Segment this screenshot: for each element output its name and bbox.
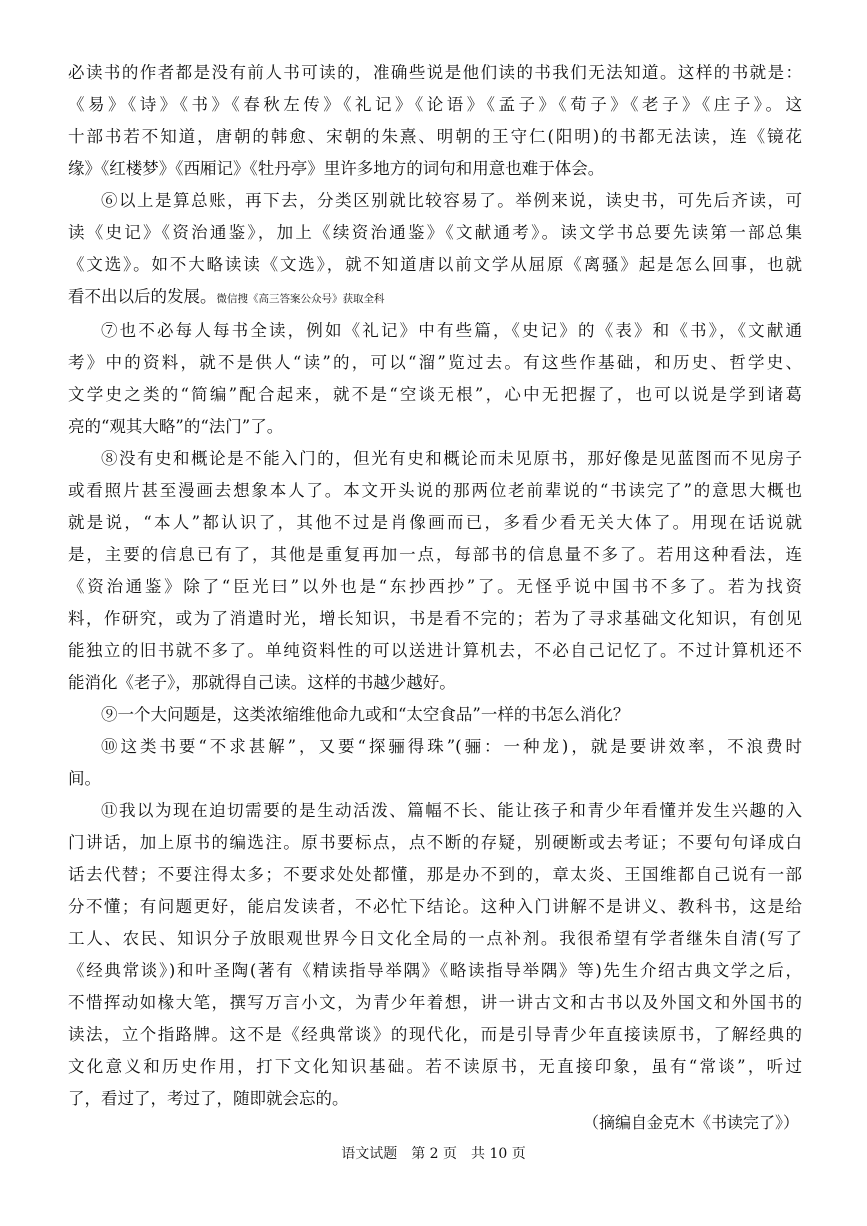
text-line: 门讲话，加上原书的编选注。原书要标点，点不断的存疑，别硬断或去考证；不要句句译成白 <box>68 833 802 852</box>
text-line: 《资治通鉴》除了“臣光曰”以外也是“东抄西抄”了。无怪乎说中国书不多了。若为找资 <box>68 577 802 596</box>
text-line: 工人、农民、知识分子放眼观世界今日文化全局的一点补剂。我很希望有学者继朱自清(写了 <box>68 929 802 948</box>
text-line: 是，主要的信息已有了，其他是重复再加一点，每部书的信息量不多了。若用这种看法，连 <box>68 545 802 564</box>
text-line: 了，看过了，考过了，随即就会忘的。 <box>68 1089 349 1108</box>
source-citation: （摘编自金克木《书读完了》） <box>582 1113 799 1132</box>
text-line: 《经典常谈》)和叶圣陶(著有《精读指导举隅》《略读指导举隅》等)先生介绍古典文学之后， <box>68 961 802 980</box>
text-line: 文学史之类的“简编”配合起来，就不是“空谈无根”，心中无把握了，也可以说是学到诸葛 <box>68 385 802 404</box>
text-line: 《易》《诗》《书》《春秋左传》《礼记》《论语》《孟子》《荀子》《老子》《庄子》。这 <box>68 95 802 114</box>
text-line: 不惜挥动如椽大笔，撰写万言小文，为青少年着想，讲一讲古文和古书以及外国文和外国书的 <box>68 993 802 1012</box>
text-line: 读法，立个指路牌。这不是《经典常谈》的现代化，而是引导青少年直接读原书，了解经典的 <box>68 1025 802 1044</box>
text-fragment: 看不出以后的发展。 <box>68 287 217 306</box>
text-line: 《文选》。如不大略读读《文选》，就不知道唐以前文学从屈原《离骚》起是怎么回事，也就 <box>68 255 802 274</box>
text-line: 必读书的作者都是没有前人书可读的，准确些说是他们读的书我们无法知道。这样的书就是： <box>68 63 802 82</box>
text-line: 分不懂；有问题更好，能启发读者，不必忙下结论。这种入门讲解不是讲义、教科书，这是给 <box>68 897 802 916</box>
paragraph-8-line: ⑧没有史和概论是不能入门的，但光有史和概论而未见原书，那好像是见蓝图而不见房子 <box>101 449 802 468</box>
inline-note: 微信搜《高三答案公众号》获取全科 <box>216 293 385 305</box>
text-line: 读《史记》《资治通鉴》，加上《续资治通鉴》《文献通考》。读文学书总要先读第一部总集 <box>68 223 802 242</box>
text-line: 或看照片甚至漫画去想象本人了。本文开头说的那两位老前辈说的“书读完了”的意思大概也 <box>68 481 802 500</box>
paragraph-11-line: ⑪我以为现在迫切需要的是生动活泼、篇幅不长、能让孩子和青少年看懂并发生兴趣的入 <box>101 801 802 820</box>
text-line: 间。 <box>68 769 101 788</box>
paragraph-6-line: ⑥以上是算总账，再下去，分类区别就比较容易了。举例来说，读史书，可先后齐读，可 <box>101 191 802 210</box>
text-line <box>68 287 802 309</box>
text-line: 能独立的旧书就不多了。单纯资料性的可以送进计算机去，不必自己记忆了。不过计算机还不 <box>68 641 802 660</box>
text-line: 缘》《红楼梦》《西厢记》《牡丹亭》里许多地方的词句和用意也难于体会。 <box>68 159 605 178</box>
text-line: 文化意义和历史作用，打下文化知识基础。若不读原书，无直接印象，虽有“常谈”，听过 <box>68 1057 802 1076</box>
paragraph-9-line: ⑨一个大问题是，这类浓缩维他命九或和“太空食品”一样的书怎么消化？ <box>101 705 630 724</box>
paragraph-10-line: ⑩这类书要“不求甚解”，又要“探骊得珠”(骊：一种龙)，就是要讲效率，不浪费时 <box>101 737 802 756</box>
text-line: 亮的“观其大略”的“法门”了。 <box>68 417 284 436</box>
text-line: 就是说，“本人”都认识了，其他不过是肖像画而已，多看少看无关大体了。用现在话说就 <box>68 513 802 532</box>
page-footer: 语文试题 第 2 页 共 10 页 <box>341 1146 526 1162</box>
text-line: 料，作研究，或为了消遣时光，增长知识，书是看不完的；若为了寻求基础文化知识，有创见 <box>68 609 802 628</box>
text-line: 十部书若不知道，唐朝的韩愈、宋朝的朱熹、明朝的王守仁(阳明)的书都无法读，连《镜花 <box>68 127 802 146</box>
paragraph-7-line: ⑦也不必每人每书全读，例如《礼记》中有些篇，《史记》的《表》和《书》，《文献通 <box>101 321 802 340</box>
text-line: 能消化《老子》，那就得自己读。这样的书越少越好。 <box>68 673 456 692</box>
text-line: 话去代替；不要注得太多；不要求处处都懂，那是办不到的，章太炎、王国维都自己说有一部 <box>68 865 802 884</box>
text-line: 考》中的资料，就不是供人“读”的，可以“溜”览过去。有这些作基础，和历史、哲学史、 <box>68 353 802 372</box>
